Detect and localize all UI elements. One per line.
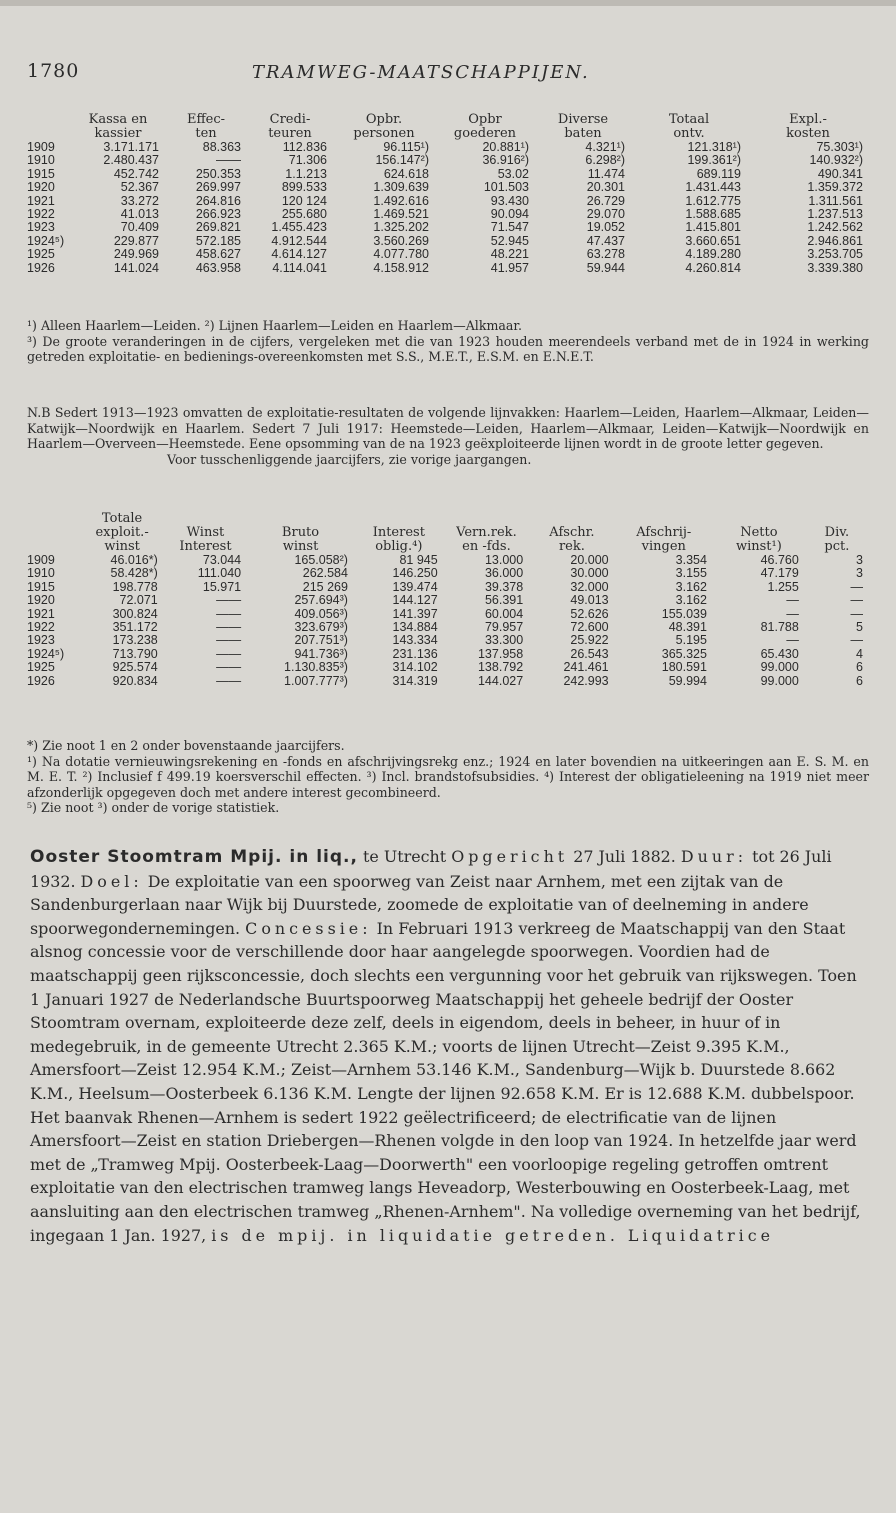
column-header: baten: [564, 127, 602, 141]
column-header: teuren: [268, 127, 312, 141]
value-cell: 5.195: [675, 634, 707, 648]
value-cell: 58.428*): [110, 567, 158, 581]
value-cell: 36.916²): [482, 154, 529, 168]
financial-table-1: [27, 113, 869, 275]
value-cell: 72.600: [570, 621, 609, 635]
value-cell: 81 945: [399, 554, 438, 567]
value-cell: 36.000: [484, 567, 524, 581]
value-cell: 3.253.705: [807, 248, 863, 262]
column-header: vingen: [641, 540, 686, 554]
value-cell: 165.058²): [294, 554, 348, 567]
column-header: kosten: [786, 127, 830, 141]
column-header: personen: [353, 127, 415, 141]
value-cell: 111.040: [197, 567, 242, 581]
value-cell: 1.415.801: [685, 221, 741, 235]
year-cell: 1909: [27, 554, 55, 567]
value-cell: 689.119: [696, 167, 741, 181]
note-line: *) Zie noot 1 en 2 onder bovenstaande jaarcijfers.: [27, 738, 345, 753]
value-cell: 1.1.213: [285, 167, 327, 181]
table-row: [27, 648, 869, 661]
value-cell: 262.584: [302, 567, 348, 581]
article-segment: De exploitatie van een spoorweg van Zeist naar Arnhem, met een zijtak van de Sandenburgerlaan naar Wijk bij Duurstede, zoomede de exploitatie van of deelneming in andere spoorwegondernemingen.: [30, 871, 809, 938]
column-header: Winst: [186, 526, 225, 540]
value-cell: 29.070: [586, 208, 625, 222]
value-cell: —: [786, 607, 799, 621]
column-header: Expl.-: [789, 113, 827, 127]
value-cell: 146.250: [392, 567, 438, 581]
article-keyword: Opgericht: [451, 847, 569, 866]
top-edge: [0, 0, 896, 6]
value-cell: 139.474: [392, 580, 438, 594]
value-cell: 1.007.777³): [284, 674, 348, 688]
value-cell: 242.993: [563, 674, 609, 688]
value-cell: 3.155: [675, 567, 707, 581]
column-header: [354, 512, 444, 526]
value-cell: 70.409: [120, 221, 159, 235]
table-row: [27, 208, 869, 221]
column-header: winst: [104, 540, 140, 554]
year-cell: 1910: [27, 567, 55, 581]
column-header: Div.: [824, 526, 850, 540]
column-header: Diverse: [557, 113, 609, 127]
value-cell: 46.016*): [110, 554, 158, 567]
financial-table-2: [27, 512, 869, 688]
header-row: [27, 526, 869, 540]
article-keyword: Doel:: [80, 871, 143, 891]
year-cell: 1926: [27, 261, 55, 275]
value-cell: 4.260.814: [685, 261, 741, 275]
value-cell: 30.000: [570, 567, 609, 581]
header-row: [27, 113, 869, 127]
value-cell: 231.136: [392, 647, 438, 661]
value-cell: 99.000: [760, 674, 799, 688]
article-text: [30, 845, 866, 1247]
value-cell: 112.836: [282, 141, 327, 154]
value-cell: 3.560.269: [373, 234, 429, 248]
column-header: exploit.-: [95, 526, 149, 540]
value-cell: 141.397: [392, 607, 438, 621]
year-cell: 1915: [27, 167, 55, 181]
value-cell: —: [850, 634, 863, 648]
value-cell: 713.790: [112, 647, 158, 661]
article-segment: tot 26 Juli 1932.: [30, 847, 832, 891]
table-row: [27, 141, 869, 154]
column-header: rek.: [558, 540, 585, 554]
nb-section: [27, 405, 869, 467]
value-cell: 5: [856, 621, 863, 635]
value-cell: 75.303¹): [816, 141, 863, 154]
column-header: winst: [282, 540, 319, 554]
value-cell: 4.114.041: [272, 261, 327, 275]
value-cell: 121.318¹): [687, 141, 741, 154]
value-cell: 920.834: [112, 674, 158, 688]
value-cell: 624.618: [383, 167, 429, 181]
table-row: [27, 262, 869, 275]
table-row: [27, 675, 869, 688]
value-cell: 25.922: [570, 634, 609, 648]
value-cell: 52.626: [570, 607, 609, 621]
value-cell: 156.147²): [375, 154, 429, 168]
value-cell: 941.736³): [294, 647, 348, 661]
company-name: Ooster Stoomtram Mpij. in liq.,: [30, 847, 358, 867]
value-cell: 3.339.380: [807, 261, 863, 275]
value-cell: 173.238: [112, 634, 158, 648]
value-cell: 3.660.651: [685, 234, 741, 248]
value-cell: 1.492.616: [373, 194, 429, 208]
value-cell: 49.013: [570, 594, 609, 608]
column-header: Vern.rek.: [456, 526, 517, 540]
year-cell: 1920: [27, 594, 55, 608]
column-header: [164, 512, 247, 526]
value-cell: —: [786, 634, 799, 648]
value-cell: 20.000: [570, 554, 609, 567]
value-cell: 33.272: [120, 194, 159, 208]
value-cell: 81.788: [760, 621, 799, 635]
value-cell: 32.000: [570, 580, 609, 594]
year-cell: 1922: [27, 621, 55, 635]
nb-paragraph: Voor tusschenliggende jaarcijfers, zie vorige jaargangen.: [167, 451, 532, 467]
value-cell: 899.533: [281, 181, 327, 195]
value-cell: 19.052: [586, 221, 625, 235]
column-header: [27, 127, 71, 141]
value-cell: 1.130.835³): [284, 661, 348, 675]
year-cell: 1923: [27, 634, 55, 648]
value-cell: 3.162: [675, 594, 707, 608]
article-keyword: is de mpij. in liquidatie getreden. Liquidatrice: [211, 1225, 775, 1245]
value-cell: —: [786, 594, 799, 608]
value-cell: ——: [216, 607, 242, 621]
value-cell: 63.278: [586, 248, 625, 262]
value-cell: 52.367: [120, 181, 159, 195]
value-cell: 269.821: [195, 221, 241, 235]
value-cell: 4.158.912: [373, 261, 429, 275]
note-line: ³) De groote veranderingen in de cijfers, vergeleken met die van 1923 houden meerendeels verband met de in 1924 in werking getreden exploitatie- en bedienings-overeenkomsten met S.S., M.E.T., E.S.M. en E.N.E.T.: [27, 333, 869, 365]
value-cell: 4.321¹): [585, 141, 625, 154]
value-cell: 3.171.171: [103, 141, 159, 154]
year-cell: 1915: [27, 580, 55, 594]
value-cell: 88.363: [202, 141, 241, 154]
value-cell: 137.958: [477, 647, 524, 661]
value-cell: 13.000: [484, 554, 524, 567]
table-row: [27, 567, 869, 580]
value-cell: 229.877: [113, 234, 159, 248]
column-header: Afschrij-: [636, 526, 692, 540]
column-header: goederen: [453, 127, 517, 141]
value-cell: 314.319: [392, 674, 438, 688]
value-cell: 1.612.775: [685, 194, 741, 208]
column-header: Effec-: [186, 113, 226, 127]
value-cell: 141.024: [113, 261, 159, 275]
table-row: [27, 168, 869, 181]
value-cell: 46.760: [760, 554, 799, 567]
table-row: [27, 154, 869, 167]
value-cell: 6: [856, 661, 863, 675]
article-segment: te Utrecht: [357, 847, 452, 866]
value-cell: ——: [216, 594, 242, 608]
value-cell: 458.627: [195, 248, 241, 262]
value-cell: 26.729: [586, 194, 625, 208]
table-row: [27, 221, 869, 234]
value-cell: 96.115¹): [383, 141, 429, 154]
value-cell: 72.071: [119, 594, 158, 608]
column-header: ten: [195, 127, 217, 141]
column-header: [444, 512, 529, 526]
column-header: Afschr.: [549, 526, 595, 540]
table-row: [27, 634, 869, 647]
value-cell: 269.997: [195, 181, 241, 195]
note-line: ¹) Alleen Haarlem—Leiden. ²) Lijnen Haarlem—Leiden en Haarlem—Alkmaar.: [27, 318, 523, 333]
column-header: [713, 512, 805, 526]
value-cell: ——: [216, 674, 242, 688]
value-cell: 6: [856, 674, 863, 688]
column-header: [27, 512, 80, 526]
value-cell: 120 124: [281, 194, 327, 208]
column-header: Interest: [372, 526, 425, 540]
value-cell: 59.944: [586, 261, 625, 275]
value-cell: 52.945: [490, 234, 529, 248]
value-cell: 155.039: [661, 607, 707, 621]
value-cell: ——: [216, 154, 241, 168]
value-cell: 33.300: [484, 634, 524, 648]
header-row: [27, 512, 869, 526]
value-cell: 1.588.685: [685, 208, 741, 222]
page-number: 1780: [27, 60, 80, 82]
column-header: Bruto: [281, 526, 320, 540]
value-cell: 1.255: [767, 580, 799, 594]
value-cell: 99.000: [760, 661, 799, 675]
value-cell: 71.306: [288, 154, 327, 168]
value-cell: 264.816: [195, 194, 241, 208]
value-cell: 101.503: [483, 181, 529, 195]
notes-table-1: [27, 318, 869, 365]
value-cell: 11.474: [587, 167, 625, 181]
value-cell: 59.994: [668, 674, 707, 688]
value-cell: 3: [856, 567, 863, 581]
value-cell: 351.172: [112, 621, 158, 635]
value-cell: 314.102: [392, 661, 438, 675]
running-head: TRAMWEG-MAATSCHAPPIJEN.: [252, 62, 590, 83]
year-cell: 1910: [27, 154, 55, 168]
column-header: [529, 512, 614, 526]
value-cell: 39.378: [484, 580, 524, 594]
value-cell: 48.391: [668, 621, 707, 635]
value-cell: 73.044: [202, 554, 242, 567]
value-cell: 60.004: [484, 607, 524, 621]
value-cell: 266.923: [195, 208, 241, 222]
column-header: kassier: [94, 127, 142, 141]
table-row: [27, 661, 869, 674]
column-header: [247, 512, 354, 526]
value-cell: 198.778: [112, 580, 158, 594]
column-header: en -fds.: [462, 540, 511, 554]
value-cell: ——: [216, 661, 242, 675]
column-header: oblig.⁴): [375, 540, 423, 554]
value-cell: ——: [216, 634, 242, 648]
header-row: [27, 127, 869, 141]
value-cell: 300.824: [112, 607, 158, 621]
column-header: winst¹): [735, 540, 782, 554]
article-keyword: Concessie:: [245, 918, 372, 938]
article-segment: 27 Juli 1882.: [568, 847, 681, 866]
value-cell: 6.298²): [585, 154, 625, 168]
value-cell: 47.179: [760, 567, 799, 581]
value-cell: 41.957: [490, 261, 529, 275]
year-cell: 1920: [27, 181, 55, 195]
year-cell: 1921: [27, 607, 55, 621]
value-cell: 4.189.280: [685, 248, 741, 262]
year-cell: 1909: [27, 141, 55, 154]
value-cell: ——: [216, 647, 242, 661]
value-cell: 241.461: [563, 661, 609, 675]
value-cell: 452.742: [113, 167, 159, 181]
table-row: [27, 195, 869, 208]
value-cell: 1.242.562: [807, 221, 863, 235]
value-cell: 71.547: [490, 221, 529, 235]
value-cell: 2.946.861: [807, 234, 863, 248]
year-cell: 1923: [27, 221, 55, 235]
header-row: [27, 540, 869, 554]
value-cell: 47.437: [586, 234, 625, 248]
value-cell: 20.301: [586, 181, 625, 195]
note-line: ⁵) Zie noot ³) onder de vorige statistiek.: [27, 800, 280, 816]
column-header: [27, 540, 80, 554]
value-cell: 1.431.443: [685, 181, 741, 195]
value-cell: 143.334: [392, 634, 438, 648]
article-segment: In Februari 1913 verkreeg de Maatschappij van den Staat alsnog concessie voor de verschillende door haar aangelegde spoorwegen. Voordien had de maatschappij geen rijksconcessie, doch slechts een vergunning voor het gebruik van rijkswegen. Toen 1 Januari 1927 de Nederlandsche Buurtspoorweg Maatschappij het geheele bedrijf der Ooster Stoomtram overnam, exploiteerde deze zelf, deels in eigendom, deels in beheer, in huur of in medegebruik, in de gemeente Utrecht 2.365 K.M.; voorts de lijnen Utrecht—Zeist 9.395 K.M., Amersfoort—Zeist 12.954 K.M.; Zeist—Arnhem 53.146 K.M., Sandenburg—Wijk b. Duurstede 8.662 K.M., Heelsum—Oosterbeek 6.136 K.M. Lengte der lijnen 92.658 K.M. Er is 12.688 K.M. dubbelspoor. Het baanvak Rhenen—Arnhem is sedert 1922 geëlectrificeerd; de electrificatie van de lijnen Amersfoort—Zeist en station Driebergen—Rhenen volgde in den loop van 1924. In hetzelfde jaar werd met de „Tramweg Mpij. Oosterbeek-Laag—Doorwerth" een voorloopige regeling getroffen omtrent exploitatie van den electrischen tramweg langs Heveadorp, Westerbouwing en Oosterbeek-Laag, met aansluiting aan den electrischen tramweg „Rhenen-Arnhem". Na volledige overneming van het bedrijf, ingegaan 1 Jan. 1927,: [30, 918, 861, 1245]
value-cell: 140.932²): [809, 154, 863, 168]
year-cell: 1921: [27, 194, 55, 208]
value-cell: 26.543: [570, 647, 609, 661]
year-cell: 1925: [27, 248, 55, 262]
table-row: [27, 248, 869, 261]
column-header: Opbr.: [365, 113, 403, 127]
table-row: [27, 608, 869, 621]
value-cell: 1.237.513: [807, 208, 863, 222]
value-cell: 409.056³): [294, 607, 348, 621]
value-cell: 365.325: [661, 647, 707, 661]
column-header: [27, 113, 71, 127]
value-cell: 490.341: [817, 167, 863, 181]
value-cell: 15.971: [202, 580, 242, 594]
value-cell: 1.311.561: [808, 194, 863, 208]
value-cell: 249.969: [113, 248, 159, 262]
column-header: Credi-: [269, 113, 311, 127]
value-cell: 1.309.639: [373, 181, 429, 195]
column-header: pct.: [824, 540, 850, 554]
value-cell: 2.480.437: [103, 154, 159, 168]
value-cell: 3: [856, 554, 863, 567]
value-cell: 79.957: [484, 621, 524, 635]
value-cell: 463.958: [195, 261, 241, 275]
article-keyword: Duur:: [680, 847, 748, 866]
value-cell: —: [850, 594, 863, 608]
table-row: [27, 235, 869, 248]
value-cell: 65.430: [760, 647, 799, 661]
value-cell: 215 269: [302, 580, 348, 594]
year-cell: 1924⁵): [27, 647, 65, 661]
note-line: ¹) Na dotatie vernieuwingsrekening en -fonds en afschrijvingsrekg enz.; 1924 en later bovendien na uitkeeringen aan E. S. M. en M. E. T. ²) Inclusief f 499.19 koersverschil effecten. ³) Incl. brandstofsubsidies. ⁴) Interest der obligatieleening na 1919 niet meer afzonderlijk opgegeven doch met andere interest gecombineerd.: [27, 753, 869, 800]
table-row: [27, 594, 869, 607]
value-cell: 4.077.780: [373, 248, 429, 262]
value-cell: 255.680: [281, 208, 327, 222]
column-header: [27, 526, 80, 540]
column-header: Totaal: [668, 113, 710, 127]
value-cell: ——: [216, 621, 242, 635]
value-cell: 1.359.372: [807, 181, 863, 195]
value-cell: 1.325.202: [373, 221, 429, 235]
value-cell: 3.354: [675, 554, 707, 567]
column-header: Kassa en: [88, 113, 148, 127]
value-cell: 3.162: [675, 580, 707, 594]
value-cell: 572.185: [195, 234, 241, 248]
value-cell: 1.469.521: [373, 208, 429, 222]
value-cell: —: [850, 580, 863, 594]
year-cell: 1926: [27, 674, 55, 688]
column-header: Interest: [179, 540, 232, 554]
value-cell: 323.679³): [294, 621, 348, 635]
value-cell: 4.912.544: [271, 234, 327, 248]
value-cell: —: [850, 607, 863, 621]
value-cell: 20.881¹): [482, 141, 529, 154]
value-cell: 138.792: [477, 661, 524, 675]
year-cell: 1924⁵): [27, 234, 65, 248]
column-header: [805, 512, 869, 526]
column-header: Netto: [740, 526, 778, 540]
value-cell: 207.751³): [294, 634, 348, 648]
nb-paragraph: N.B Sedert 1913—1923 omvatten de exploitatie-resultaten de volgende lijnvakken: Haarlem—Leiden, Haarlem—Alkmaar, Leiden—Katwijk—Noordwijk en Haarlem. Sedert 7 Juli 1917: Heemstede—Leiden, Haarlem—Alkmaar, Leiden—Katwijk—Noordwijk en Haarlem—Overveen—Heemstede. Eene opsomming van de na 1923 geëxploiteerde lijnen wordt in de groote letter gegeven.: [27, 405, 869, 452]
value-cell: 134.884: [392, 621, 438, 635]
column-header: Totale: [101, 512, 143, 526]
value-cell: 4: [856, 647, 863, 661]
value-cell: 90.094: [490, 208, 529, 222]
notes-table-2: [27, 738, 869, 816]
value-cell: 93.430: [490, 194, 529, 208]
year-cell: 1922: [27, 208, 55, 222]
column-header: ontv.: [673, 127, 705, 141]
value-cell: 199.361²): [687, 154, 741, 168]
value-cell: 56.391: [484, 594, 524, 608]
value-cell: 180.591: [661, 661, 707, 675]
value-cell: 4.614.127: [271, 248, 327, 262]
value-cell: 1.455.423: [271, 221, 327, 235]
table-row: [27, 581, 869, 594]
column-header: [615, 512, 713, 526]
column-header: Opbr: [468, 113, 502, 127]
year-cell: 1925: [27, 661, 55, 675]
value-cell: 144.127: [392, 594, 438, 608]
value-cell: 53.02: [497, 167, 529, 181]
value-cell: 41.013: [120, 208, 159, 222]
value-cell: 925.574: [112, 661, 158, 675]
value-cell: 144.027: [477, 674, 524, 688]
value-cell: 250.353: [195, 167, 241, 181]
table-row: [27, 181, 869, 194]
value-cell: 48.221: [490, 248, 529, 262]
value-cell: 257.694³): [294, 594, 348, 608]
table-row: [27, 621, 869, 634]
table-row: [27, 554, 869, 567]
